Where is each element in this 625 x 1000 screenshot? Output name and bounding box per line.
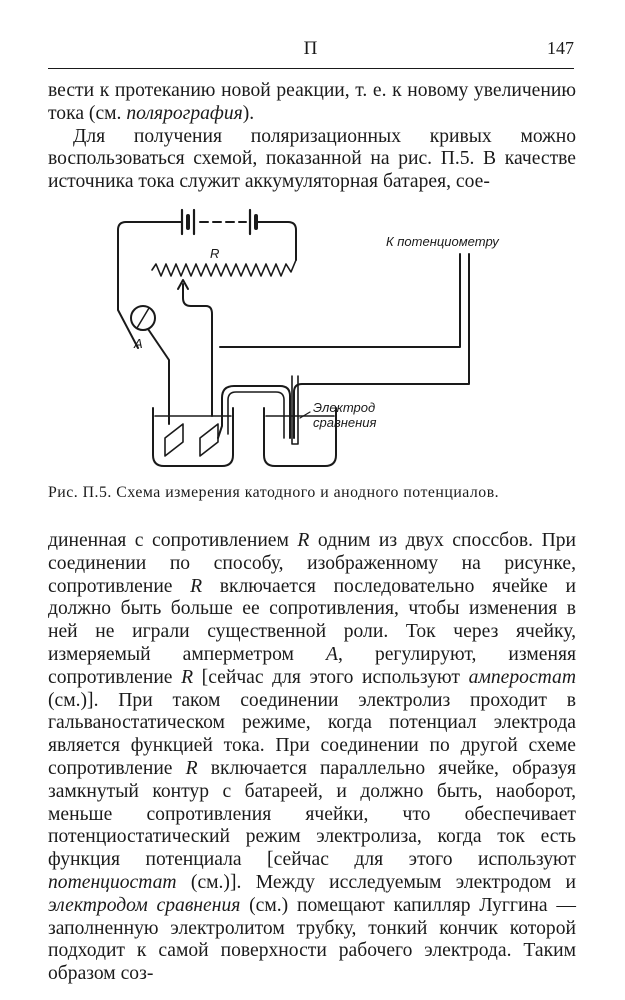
page-number: 147 <box>547 38 574 58</box>
paragraph-continuation <box>48 80 576 126</box>
battery-symbol <box>176 210 260 234</box>
cross-reference: электродом сравнения <box>48 894 241 916</box>
running-header <box>48 38 574 66</box>
label-potentiometer: К потенциометру <box>386 234 499 249</box>
wire-battery-right <box>260 222 296 260</box>
text-run: одним из двух спосcбов. При соединении по способу, изображенному на рисунке, сопротивление <box>48 530 576 597</box>
label-ammeter: A <box>134 336 143 351</box>
bottom-text-block <box>48 530 576 986</box>
resistor-zigzag <box>152 260 296 276</box>
cross-reference: полярография <box>126 102 243 124</box>
symbol-r: R <box>181 666 194 688</box>
symbol-r: R <box>185 757 198 779</box>
figure-caption: Рис. П.5. Схема измерения катодного и анодного потенциалов. <box>48 484 500 501</box>
paragraph: Для получения поляризационных кривых можно воспользоваться схемой, показанной на рис. П.5. В качестве источника тока служит аккумуляторная батарея, сое- <box>48 125 576 193</box>
header-rule <box>48 68 574 69</box>
label-electrode-line1: Электрод <box>313 400 376 415</box>
wire-potentiometer-1 <box>220 254 460 347</box>
text-run: включается параллельно ячейке, образуя замкнутый контур с батареей, и должно быть, наоборот, меньше сопротивления ячейки, что обеспечивает потенциостатический режим электролиза, когда ток есть функция потенциала [сейчас для этого используют <box>48 757 576 871</box>
salt-bridge-inner <box>228 392 284 438</box>
symbol-a: A <box>326 643 338 665</box>
cross-reference: амперостат <box>468 666 576 688</box>
cross-reference: потенциостат <box>48 871 177 893</box>
electrode-leader <box>300 412 310 418</box>
top-text-block <box>48 80 576 194</box>
text-run: вести к протеканию новой реакции, т. е. к новому увеличению тока (см. <box>48 80 576 124</box>
electrode-plate-2 <box>200 424 218 456</box>
ammeter-needle <box>137 308 149 328</box>
paragraph <box>48 530 576 986</box>
section-letter: П <box>303 38 319 59</box>
text-run: , регулируют, изменяя сопротивление <box>48 643 576 688</box>
electrode-plate-1 <box>165 424 183 456</box>
label-resistor: R <box>210 246 220 261</box>
text-run: (см.) помещают капилляр Луггина — заполненную электролитом трубку, тонкий кончик которой подходит к самой поверхности рабочего электрода. Таким образом соз- <box>48 894 576 985</box>
circuit-figure <box>48 198 574 478</box>
text-run: (см.)]. При таком соединении электролиз проходит в гальваностатическом режиме, когда потенциал электрода является функцией тока. При соединении по другой схеме сопротивление <box>48 689 576 779</box>
text-run: (см.)]. Между исследуемым электродом и <box>176 871 576 893</box>
text-run: ). <box>242 102 255 124</box>
wire-ammeter-cell <box>148 329 169 424</box>
label-electrode-line2: сравнения <box>313 415 377 430</box>
symbol-r: R <box>297 530 310 551</box>
resistor-wiper <box>183 284 212 416</box>
symbol-r: R <box>190 575 203 597</box>
text-run: [сейчас для этого используют <box>193 666 469 688</box>
text-run: включается последовательно ячейке и должно быть больше ее сопротивления, чтобы изменения в ней не играли существенной роли. Ток через ячейку, измеряемый амперметром <box>48 575 576 665</box>
text-run: диненная с сопротивлением <box>48 530 298 551</box>
